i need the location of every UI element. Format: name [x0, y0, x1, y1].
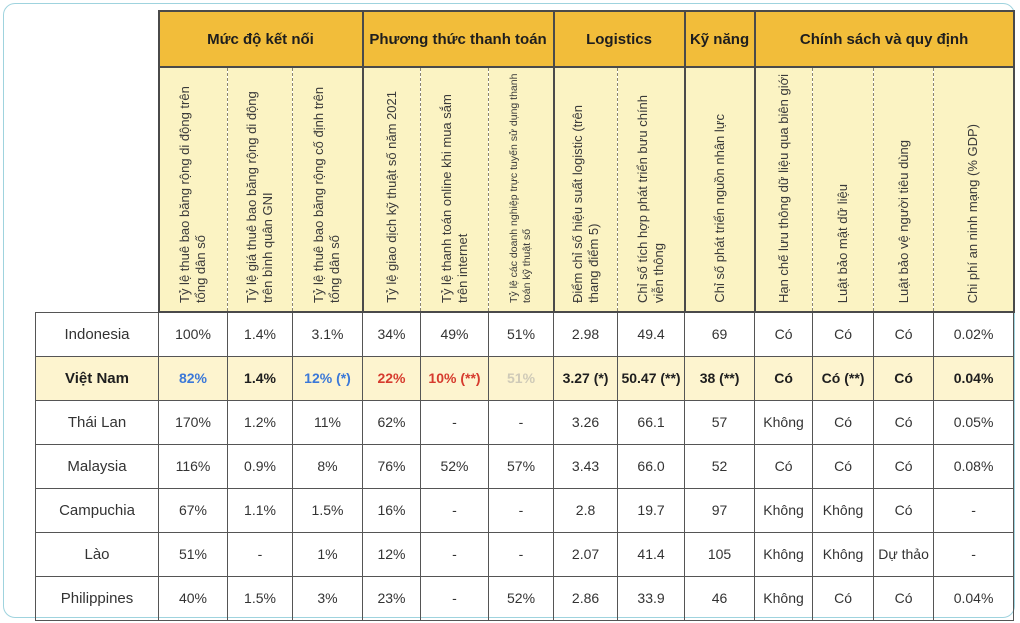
corner-cell — [36, 11, 159, 67]
data-cell: 1.4% — [228, 356, 293, 400]
column-header-label: Luật bảo vệ người tiêu dùng — [895, 139, 911, 303]
data-cell: Không — [813, 488, 874, 532]
group-header-logistics: Logistics — [554, 11, 685, 67]
data-cell: - — [489, 532, 554, 576]
data-cell: - — [421, 576, 489, 620]
group-header-policy: Chính sách và quy định — [755, 11, 1014, 67]
group-header-row — [36, 11, 1014, 67]
data-cell: 100% — [159, 312, 228, 356]
data-cell: 2.8 — [554, 488, 618, 532]
table-row — [36, 532, 1014, 576]
data-cell: 0.02% — [934, 312, 1014, 356]
data-cell: 1.2% — [228, 400, 293, 444]
column-header — [421, 67, 489, 312]
column-header-label: Chi phí an ninh mạng (% GDP) — [965, 123, 981, 303]
column-header-label: Tỷ lệ thanh toán online khi mua sắm trên internet — [438, 94, 470, 303]
data-cell: 1% — [293, 532, 363, 576]
data-cell: Có (**) — [813, 356, 874, 400]
data-cell: - — [421, 400, 489, 444]
data-cell-text: 10% (**) — [428, 369, 481, 386]
column-header — [363, 67, 421, 312]
data-cell: 2.07 — [554, 532, 618, 576]
data-cell: 0.04% — [934, 356, 1014, 400]
data-cell: 105 — [685, 532, 755, 576]
column-header — [813, 67, 874, 312]
data-cell: 1.5% — [228, 576, 293, 620]
data-cell: 11% — [293, 400, 363, 444]
data-cell: 2.98 — [554, 312, 618, 356]
country-cell: Lào — [36, 532, 159, 576]
column-header — [554, 67, 618, 312]
data-cell: 3.1% — [293, 312, 363, 356]
country-cell: Indonesia — [36, 312, 159, 356]
column-header-label: Tỷ lệ các doanh nghiệp trực tuyến sử dụng thanh toán kỹ thuật số — [507, 73, 533, 303]
data-cell: 52% — [489, 576, 554, 620]
data-cell: 2.86 — [554, 576, 618, 620]
data-cell: 3.43 — [554, 444, 618, 488]
data-cell: 19.7 — [618, 488, 685, 532]
data-cell: Có — [874, 488, 934, 532]
data-cell: Có — [755, 444, 813, 488]
data-cell: 41.4 — [618, 532, 685, 576]
table-row — [36, 444, 1014, 488]
data-cell: Có — [874, 400, 934, 444]
data-cell: 22% — [363, 356, 421, 400]
data-cell: - — [934, 488, 1014, 532]
column-header — [934, 67, 1014, 312]
table-row-highlight — [36, 356, 1014, 400]
data-cell: Có — [813, 444, 874, 488]
column-header-label: Tỷ lệ giao dịch kỹ thuật số năm 2021 — [383, 91, 399, 303]
data-cell: Không — [755, 576, 813, 620]
data-cell: Có — [874, 444, 934, 488]
data-cell: 33.9 — [618, 576, 685, 620]
data-cell: Không — [755, 532, 813, 576]
data-cell: Có — [755, 356, 813, 400]
column-header-label: Tỷ lệ thuê bao băng rộng di động trên tổng dân số — [177, 86, 209, 303]
data-cell: Có — [874, 356, 934, 400]
data-cell: 46 — [685, 576, 755, 620]
data-cell: Có — [813, 576, 874, 620]
data-cell: 116% — [159, 444, 228, 488]
data-cell: 51% — [159, 532, 228, 576]
data-cell: Dự thảo — [874, 532, 934, 576]
data-cell: 49.4 — [618, 312, 685, 356]
group-header-payment: Phương thức thanh toán — [363, 11, 554, 67]
data-cell: 0.08% — [934, 444, 1014, 488]
data-cell: 1.4% — [228, 312, 293, 356]
column-header-label: Luật bảo mật dữ liệu — [835, 183, 851, 303]
table-row — [36, 488, 1014, 532]
data-cell: 3% — [293, 576, 363, 620]
data-cell: Không — [755, 400, 813, 444]
data-cell: 34% — [363, 312, 421, 356]
data-cell: Có — [874, 576, 934, 620]
data-cell: - — [421, 488, 489, 532]
column-header — [293, 67, 363, 312]
data-cell: Có — [755, 312, 813, 356]
column-header-label: Hạn chế lưu thông dữ liệu qua biên giới — [775, 73, 791, 303]
country-cell: Việt Nam — [36, 356, 159, 400]
column-header — [755, 67, 813, 312]
data-cell: Có — [813, 400, 874, 444]
table-row — [36, 576, 1014, 620]
column-header — [159, 67, 228, 312]
data-cell: 3.27 (*) — [554, 356, 618, 400]
data-cell: 57 — [685, 400, 755, 444]
corner-cell-lower — [36, 67, 159, 312]
column-header — [489, 67, 554, 312]
column-header-label: Điểm chỉ số hiệu suất logistic (trên thang điểm 5) — [569, 105, 601, 303]
data-cell: 82% — [159, 356, 228, 400]
comparison-table — [35, 10, 1015, 621]
column-header-label: Chỉ số tích hợp phát triển bưu chính viễn thông — [634, 94, 666, 303]
data-cell: 66.1 — [618, 400, 685, 444]
data-cell: 52% — [421, 444, 489, 488]
country-cell: Campuchia — [36, 488, 159, 532]
data-cell: 52 — [685, 444, 755, 488]
data-cell: 66.0 — [618, 444, 685, 488]
group-header-connectivity: Mức độ kết nối — [159, 11, 363, 67]
data-cell — [421, 356, 489, 400]
table-row — [36, 312, 1014, 356]
data-cell: 0.04% — [934, 576, 1014, 620]
column-header-label: Chỉ số phát triển nguồn nhân lực — [711, 114, 727, 303]
table-row — [36, 400, 1014, 444]
data-cell: 38 (**) — [685, 356, 755, 400]
data-cell: 51% — [489, 356, 554, 400]
country-cell: Philippines — [36, 576, 159, 620]
data-cell: 0.9% — [228, 444, 293, 488]
data-cell: 67% — [159, 488, 228, 532]
data-cell: - — [489, 488, 554, 532]
data-cell: - — [228, 532, 293, 576]
data-cell: 1.5% — [293, 488, 363, 532]
data-cell: 76% — [363, 444, 421, 488]
column-header — [874, 67, 934, 312]
data-cell: Không — [813, 532, 874, 576]
column-header — [228, 67, 293, 312]
data-cell: 97 — [685, 488, 755, 532]
data-cell: 62% — [363, 400, 421, 444]
data-cell: 170% — [159, 400, 228, 444]
data-cell: 40% — [159, 576, 228, 620]
column-header — [685, 67, 755, 312]
data-cell: - — [421, 532, 489, 576]
country-cell: Thái Lan — [36, 400, 159, 444]
data-cell: 3.26 — [554, 400, 618, 444]
data-cell: Không — [755, 488, 813, 532]
data-cell: 12% — [363, 532, 421, 576]
group-header-skills: Kỹ năng — [685, 11, 755, 67]
data-cell: 50.47 (**) — [618, 356, 685, 400]
country-cell: Malaysia — [36, 444, 159, 488]
data-cell: Có — [813, 312, 874, 356]
column-header — [618, 67, 685, 312]
data-cell: Có — [874, 312, 934, 356]
data-cell: - — [489, 400, 554, 444]
column-header-row — [36, 67, 1014, 312]
data-cell: 12% (*) — [293, 356, 363, 400]
data-cell: 8% — [293, 444, 363, 488]
data-cell: 69 — [685, 312, 755, 356]
column-header-label: Tỷ lệ giá thuê bao băng rộng di động trên bình quân GNI — [244, 91, 275, 303]
data-cell: 0.05% — [934, 400, 1014, 444]
column-header-label: Tỷ lệ thuê bao băng rộng cố định trên tổng dân số — [311, 86, 343, 303]
data-cell: 51% — [489, 312, 554, 356]
data-cell: 1.1% — [228, 488, 293, 532]
data-cell: - — [934, 532, 1014, 576]
data-cell: 16% — [363, 488, 421, 532]
data-cell: 49% — [421, 312, 489, 356]
data-cell: 57% — [489, 444, 554, 488]
data-cell: 23% — [363, 576, 421, 620]
